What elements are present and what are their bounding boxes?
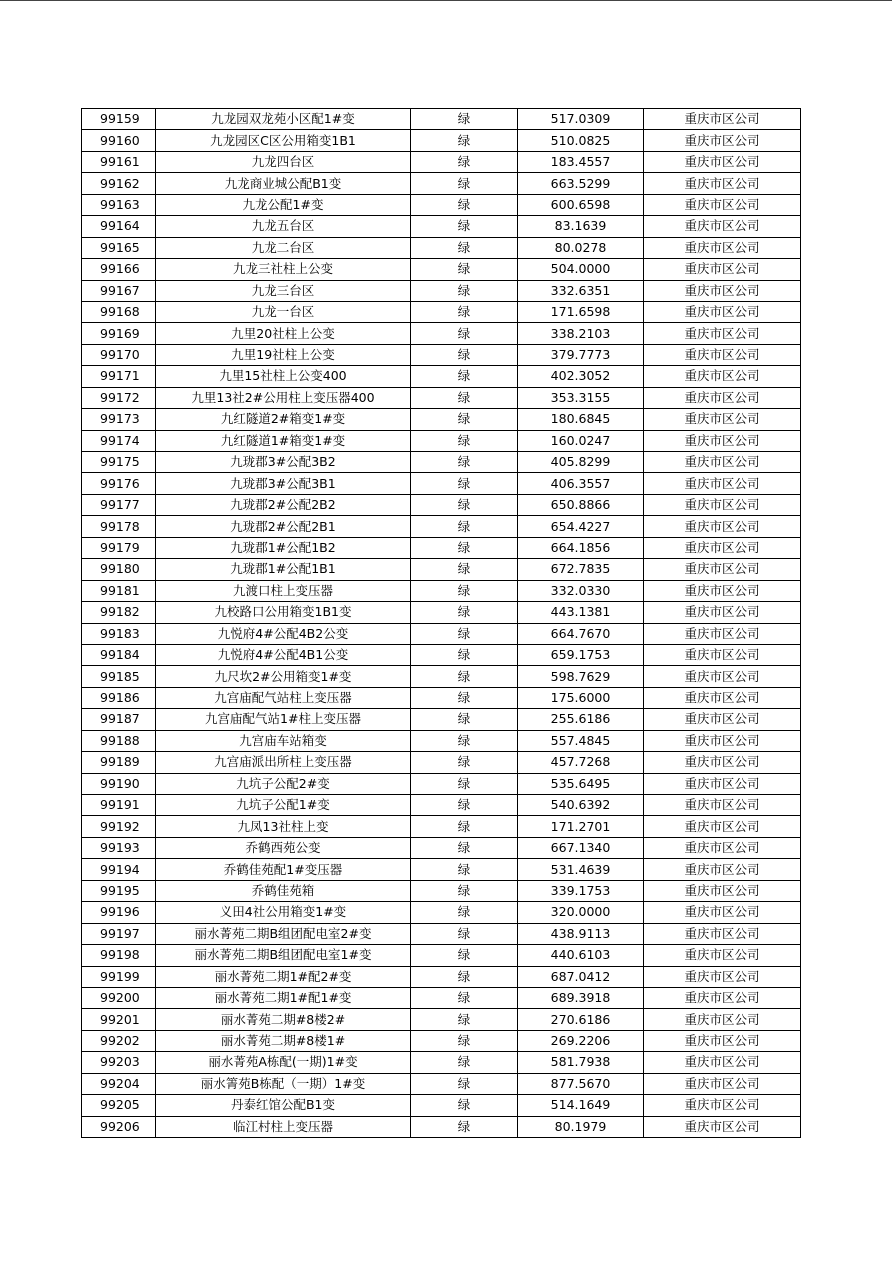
row-color-cell: 绿 (411, 816, 518, 837)
row-color-cell: 绿 (411, 473, 518, 494)
row-name-cell: 九龙五台区 (156, 216, 411, 237)
row-value-cell: 650.8866 (518, 494, 644, 515)
row-color-cell: 绿 (411, 902, 518, 923)
row-name-cell: 九渡口柱上变压器 (156, 580, 411, 601)
row-color-cell: 绿 (411, 1009, 518, 1030)
row-id-cell: 99179 (82, 537, 156, 558)
row-color-cell: 绿 (411, 945, 518, 966)
row-color-cell: 绿 (411, 173, 518, 194)
table-row (82, 430, 801, 451)
row-id-cell: 99196 (82, 902, 156, 923)
table-row (82, 666, 801, 687)
row-value-cell: 338.2103 (518, 323, 644, 344)
table-row (82, 795, 801, 816)
row-color-cell: 绿 (411, 666, 518, 687)
row-id-cell: 99175 (82, 452, 156, 473)
row-value-cell: 581.7938 (518, 1052, 644, 1073)
table-row (82, 1073, 801, 1094)
row-color-cell: 绿 (411, 366, 518, 387)
row-color-cell: 绿 (411, 644, 518, 665)
row-value-cell: 504.0000 (518, 259, 644, 280)
row-color-cell: 绿 (411, 452, 518, 473)
row-value-cell: 353.3155 (518, 387, 644, 408)
row-org-cell: 重庆市区公司 (644, 1052, 801, 1073)
row-value-cell: 180.6845 (518, 409, 644, 430)
table-row (82, 559, 801, 580)
row-id-cell: 99199 (82, 966, 156, 987)
row-name-cell: 九里19社柱上公变 (156, 344, 411, 365)
row-color-cell: 绿 (411, 987, 518, 1008)
row-color-cell: 绿 (411, 237, 518, 258)
table-row (82, 301, 801, 322)
row-name-cell: 九龙商业城公配B1变 (156, 173, 411, 194)
row-color-cell: 绿 (411, 687, 518, 708)
row-color-cell: 绿 (411, 773, 518, 794)
row-name-cell: 乔鹤佳苑箱 (156, 880, 411, 901)
table-row (82, 752, 801, 773)
row-id-cell: 99167 (82, 280, 156, 301)
data-table (81, 108, 801, 1138)
row-color-cell: 绿 (411, 151, 518, 172)
row-name-cell: 九红隧道2#箱变1#变 (156, 409, 411, 430)
row-id-cell: 99168 (82, 301, 156, 322)
row-value-cell: 687.0412 (518, 966, 644, 987)
row-id-cell: 99191 (82, 795, 156, 816)
row-name-cell: 九珑郡2#公配2B1 (156, 516, 411, 537)
row-color-cell: 绿 (411, 559, 518, 580)
row-color-cell: 绿 (411, 537, 518, 558)
row-id-cell: 99186 (82, 687, 156, 708)
row-name-cell: 丽水箐苑B栋配（一期）1#变 (156, 1073, 411, 1094)
row-id-cell: 99166 (82, 259, 156, 280)
row-name-cell: 九里13社2#公用柱上变压器400 (156, 387, 411, 408)
row-org-cell: 重庆市区公司 (644, 151, 801, 172)
row-value-cell: 877.5670 (518, 1073, 644, 1094)
table-row (82, 366, 801, 387)
row-org-cell: 重庆市区公司 (644, 344, 801, 365)
row-name-cell: 丽水菁苑二期#8楼2# (156, 1009, 411, 1030)
row-id-cell: 99159 (82, 109, 156, 130)
table-row (82, 216, 801, 237)
row-value-cell: 269.2206 (518, 1030, 644, 1051)
row-name-cell: 丽水菁苑二期1#配1#变 (156, 987, 411, 1008)
table-row (82, 923, 801, 944)
row-color-cell: 绿 (411, 323, 518, 344)
row-org-cell: 重庆市区公司 (644, 602, 801, 623)
row-org-cell: 重庆市区公司 (644, 1073, 801, 1094)
row-value-cell: 183.4557 (518, 151, 644, 172)
row-name-cell: 九坑子公配2#变 (156, 773, 411, 794)
row-value-cell: 332.0330 (518, 580, 644, 601)
row-value-cell: 255.6186 (518, 709, 644, 730)
row-org-cell: 重庆市区公司 (644, 1116, 801, 1137)
row-name-cell: 丽水菁苑二期B组团配电室2#变 (156, 923, 411, 944)
row-color-cell: 绿 (411, 344, 518, 365)
row-value-cell: 600.6598 (518, 194, 644, 215)
table-row (82, 859, 801, 880)
row-value-cell: 171.6598 (518, 301, 644, 322)
row-value-cell: 654.4227 (518, 516, 644, 537)
row-org-cell: 重庆市区公司 (644, 795, 801, 816)
row-color-cell: 绿 (411, 409, 518, 430)
row-org-cell: 重庆市区公司 (644, 216, 801, 237)
row-value-cell: 171.2701 (518, 816, 644, 837)
row-org-cell: 重庆市区公司 (644, 194, 801, 215)
table-row (82, 151, 801, 172)
row-value-cell: 332.6351 (518, 280, 644, 301)
table-row (82, 816, 801, 837)
row-value-cell: 320.0000 (518, 902, 644, 923)
row-color-cell: 绿 (411, 109, 518, 130)
row-name-cell: 九龙园双龙苑小区配1#变 (156, 109, 411, 130)
row-value-cell: 270.6186 (518, 1009, 644, 1030)
table-row (82, 773, 801, 794)
row-id-cell: 99181 (82, 580, 156, 601)
row-org-cell: 重庆市区公司 (644, 902, 801, 923)
row-id-cell: 99187 (82, 709, 156, 730)
row-value-cell: 557.4845 (518, 730, 644, 751)
row-name-cell: 九珑郡3#公配3B1 (156, 473, 411, 494)
row-color-cell: 绿 (411, 602, 518, 623)
row-id-cell: 99164 (82, 216, 156, 237)
row-name-cell: 九里20社柱上公变 (156, 323, 411, 344)
row-value-cell: 672.7835 (518, 559, 644, 580)
row-name-cell: 九宫庙配气站1#柱上变压器 (156, 709, 411, 730)
table-row (82, 537, 801, 558)
row-org-cell: 重庆市区公司 (644, 452, 801, 473)
row-org-cell: 重庆市区公司 (644, 580, 801, 601)
row-org-cell: 重庆市区公司 (644, 666, 801, 687)
row-name-cell: 临江村柱上变压器 (156, 1116, 411, 1137)
row-color-cell: 绿 (411, 516, 518, 537)
row-name-cell: 九珑郡1#公配1B1 (156, 559, 411, 580)
table-row (82, 387, 801, 408)
row-color-cell: 绿 (411, 194, 518, 215)
table-row (82, 516, 801, 537)
row-name-cell: 九里15社柱上公变400 (156, 366, 411, 387)
row-value-cell: 406.3557 (518, 473, 644, 494)
row-color-cell: 绿 (411, 1030, 518, 1051)
row-name-cell: 九校路口公用箱变1B1变 (156, 602, 411, 623)
table-row (82, 687, 801, 708)
row-value-cell: 339.1753 (518, 880, 644, 901)
row-org-cell: 重庆市区公司 (644, 237, 801, 258)
row-name-cell: 九珑郡3#公配3B2 (156, 452, 411, 473)
row-name-cell: 丹泰红馆公配B1变 (156, 1095, 411, 1116)
table-row (82, 194, 801, 215)
row-name-cell: 九龙二台区 (156, 237, 411, 258)
row-color-cell: 绿 (411, 623, 518, 644)
row-org-cell: 重庆市区公司 (644, 259, 801, 280)
row-id-cell: 99176 (82, 473, 156, 494)
row-value-cell: 664.1856 (518, 537, 644, 558)
row-org-cell: 重庆市区公司 (644, 387, 801, 408)
row-color-cell: 绿 (411, 709, 518, 730)
row-value-cell: 514.1649 (518, 1095, 644, 1116)
row-id-cell: 99173 (82, 409, 156, 430)
row-org-cell: 重庆市区公司 (644, 644, 801, 665)
row-name-cell: 九龙三台区 (156, 280, 411, 301)
row-name-cell: 九尺坎2#公用箱变1#变 (156, 666, 411, 687)
row-id-cell: 99172 (82, 387, 156, 408)
row-org-cell: 重庆市区公司 (644, 280, 801, 301)
row-name-cell: 九龙三社柱上公变 (156, 259, 411, 280)
table-row (82, 1052, 801, 1073)
row-id-cell: 99185 (82, 666, 156, 687)
row-org-cell: 重庆市区公司 (644, 130, 801, 151)
row-value-cell: 457.7268 (518, 752, 644, 773)
row-id-cell: 99169 (82, 323, 156, 344)
row-name-cell: 九红隧道1#箱变1#变 (156, 430, 411, 451)
table-row (82, 237, 801, 258)
row-id-cell: 99162 (82, 173, 156, 194)
row-id-cell: 99182 (82, 602, 156, 623)
row-name-cell: 丽水菁苑二期#8楼1# (156, 1030, 411, 1051)
row-name-cell: 九龙一台区 (156, 301, 411, 322)
row-org-cell: 重庆市区公司 (644, 1009, 801, 1030)
row-id-cell: 99183 (82, 623, 156, 644)
row-org-cell: 重庆市区公司 (644, 966, 801, 987)
row-id-cell: 99201 (82, 1009, 156, 1030)
row-id-cell: 99180 (82, 559, 156, 580)
table-row (82, 344, 801, 365)
table-row (82, 1009, 801, 1030)
row-value-cell: 510.0825 (518, 130, 644, 151)
row-id-cell: 99184 (82, 644, 156, 665)
row-color-cell: 绿 (411, 580, 518, 601)
table-row (82, 130, 801, 151)
row-name-cell: 九凤13社柱上变 (156, 816, 411, 837)
table-row (82, 730, 801, 751)
row-name-cell: 乔鹤西苑公变 (156, 837, 411, 858)
row-name-cell: 九龙公配1#变 (156, 194, 411, 215)
row-name-cell: 九宫庙配气站柱上变压器 (156, 687, 411, 708)
row-org-cell: 重庆市区公司 (644, 409, 801, 430)
row-org-cell: 重庆市区公司 (644, 173, 801, 194)
row-id-cell: 99200 (82, 987, 156, 1008)
row-color-cell: 绿 (411, 730, 518, 751)
table-body (82, 109, 801, 1138)
table-row (82, 987, 801, 1008)
row-name-cell: 九龙园区C区公用箱变1B1 (156, 130, 411, 151)
row-name-cell: 九珑郡2#公配2B2 (156, 494, 411, 515)
row-value-cell: 80.1979 (518, 1116, 644, 1137)
row-color-cell: 绿 (411, 752, 518, 773)
row-color-cell: 绿 (411, 795, 518, 816)
row-color-cell: 绿 (411, 1073, 518, 1094)
table-row (82, 966, 801, 987)
row-name-cell: 丽水菁苑A栋配(一期)1#变 (156, 1052, 411, 1073)
row-id-cell: 99202 (82, 1030, 156, 1051)
row-org-cell: 重庆市区公司 (644, 494, 801, 515)
row-id-cell: 99188 (82, 730, 156, 751)
row-org-cell: 重庆市区公司 (644, 109, 801, 130)
table-row (82, 580, 801, 601)
row-org-cell: 重庆市区公司 (644, 366, 801, 387)
row-id-cell: 99163 (82, 194, 156, 215)
table-row (82, 1116, 801, 1137)
row-org-cell: 重庆市区公司 (644, 623, 801, 644)
row-org-cell: 重庆市区公司 (644, 516, 801, 537)
row-org-cell: 重庆市区公司 (644, 816, 801, 837)
row-value-cell: 175.6000 (518, 687, 644, 708)
row-id-cell: 99190 (82, 773, 156, 794)
row-value-cell: 659.1753 (518, 644, 644, 665)
row-value-cell: 402.3052 (518, 366, 644, 387)
row-color-cell: 绿 (411, 301, 518, 322)
row-org-cell: 重庆市区公司 (644, 730, 801, 751)
row-id-cell: 99189 (82, 752, 156, 773)
row-id-cell: 99171 (82, 366, 156, 387)
row-value-cell: 531.4639 (518, 859, 644, 880)
row-name-cell: 丽水菁苑二期B组团配电室1#变 (156, 945, 411, 966)
row-color-cell: 绿 (411, 1052, 518, 1073)
row-value-cell: 379.7773 (518, 344, 644, 365)
row-org-cell: 重庆市区公司 (644, 323, 801, 344)
row-id-cell: 99205 (82, 1095, 156, 1116)
row-name-cell: 九珑郡1#公配1B2 (156, 537, 411, 558)
table-row (82, 880, 801, 901)
row-value-cell: 689.3918 (518, 987, 644, 1008)
row-id-cell: 99170 (82, 344, 156, 365)
row-id-cell: 99195 (82, 880, 156, 901)
row-org-cell: 重庆市区公司 (644, 837, 801, 858)
table-row (82, 452, 801, 473)
table-row (82, 280, 801, 301)
row-org-cell: 重庆市区公司 (644, 773, 801, 794)
row-id-cell: 99192 (82, 816, 156, 837)
table-row (82, 409, 801, 430)
row-id-cell: 99197 (82, 923, 156, 944)
row-color-cell: 绿 (411, 923, 518, 944)
row-color-cell: 绿 (411, 494, 518, 515)
row-name-cell: 九悦府4#公配4B2公变 (156, 623, 411, 644)
row-value-cell: 664.7670 (518, 623, 644, 644)
row-value-cell: 540.6392 (518, 795, 644, 816)
table-row (82, 837, 801, 858)
row-id-cell: 99193 (82, 837, 156, 858)
row-color-cell: 绿 (411, 1095, 518, 1116)
row-org-cell: 重庆市区公司 (644, 1095, 801, 1116)
row-name-cell: 九坑子公配1#变 (156, 795, 411, 816)
row-value-cell: 517.0309 (518, 109, 644, 130)
table-row (82, 1095, 801, 1116)
row-value-cell: 443.1381 (518, 602, 644, 623)
row-org-cell: 重庆市区公司 (644, 473, 801, 494)
row-id-cell: 99198 (82, 945, 156, 966)
row-name-cell: 九宫庙派出所柱上变压器 (156, 752, 411, 773)
row-org-cell: 重庆市区公司 (644, 752, 801, 773)
table-row (82, 473, 801, 494)
table-row (82, 109, 801, 130)
row-value-cell: 535.6495 (518, 773, 644, 794)
row-name-cell: 九龙四台区 (156, 151, 411, 172)
row-color-cell: 绿 (411, 880, 518, 901)
table-row (82, 602, 801, 623)
table-row (82, 945, 801, 966)
row-name-cell: 九宫庙车站箱变 (156, 730, 411, 751)
row-value-cell: 663.5299 (518, 173, 644, 194)
row-color-cell: 绿 (411, 837, 518, 858)
row-color-cell: 绿 (411, 430, 518, 451)
table-row (82, 259, 801, 280)
row-org-cell: 重庆市区公司 (644, 709, 801, 730)
row-name-cell: 九悦府4#公配4B1公变 (156, 644, 411, 665)
row-name-cell: 乔鹤佳苑配1#变压器 (156, 859, 411, 880)
row-color-cell: 绿 (411, 280, 518, 301)
row-org-cell: 重庆市区公司 (644, 687, 801, 708)
row-id-cell: 99178 (82, 516, 156, 537)
row-value-cell: 405.8299 (518, 452, 644, 473)
row-value-cell: 160.0247 (518, 430, 644, 451)
table-row (82, 323, 801, 344)
row-name-cell: 义田4社公用箱变1#变 (156, 902, 411, 923)
row-org-cell: 重庆市区公司 (644, 301, 801, 322)
table-row (82, 173, 801, 194)
row-value-cell: 83.1639 (518, 216, 644, 237)
row-color-cell: 绿 (411, 966, 518, 987)
page-top-border (0, 0, 892, 1)
row-value-cell: 440.6103 (518, 945, 644, 966)
table-row (82, 623, 801, 644)
row-id-cell: 99194 (82, 859, 156, 880)
row-id-cell: 99174 (82, 430, 156, 451)
row-id-cell: 99160 (82, 130, 156, 151)
row-id-cell: 99177 (82, 494, 156, 515)
row-value-cell: 598.7629 (518, 666, 644, 687)
row-value-cell: 438.9113 (518, 923, 644, 944)
row-color-cell: 绿 (411, 859, 518, 880)
row-color-cell: 绿 (411, 216, 518, 237)
row-org-cell: 重庆市区公司 (644, 987, 801, 1008)
row-org-cell: 重庆市区公司 (644, 1030, 801, 1051)
row-org-cell: 重庆市区公司 (644, 945, 801, 966)
table-row (82, 1030, 801, 1051)
row-org-cell: 重庆市区公司 (644, 880, 801, 901)
row-name-cell: 丽水菁苑二期1#配2#变 (156, 966, 411, 987)
row-color-cell: 绿 (411, 130, 518, 151)
row-id-cell: 99165 (82, 237, 156, 258)
table-row (82, 902, 801, 923)
row-id-cell: 99203 (82, 1052, 156, 1073)
row-org-cell: 重庆市区公司 (644, 559, 801, 580)
row-id-cell: 99161 (82, 151, 156, 172)
row-org-cell: 重庆市区公司 (644, 537, 801, 558)
row-org-cell: 重庆市区公司 (644, 923, 801, 944)
row-org-cell: 重庆市区公司 (644, 430, 801, 451)
row-color-cell: 绿 (411, 259, 518, 280)
row-value-cell: 667.1340 (518, 837, 644, 858)
row-id-cell: 99206 (82, 1116, 156, 1137)
row-color-cell: 绿 (411, 387, 518, 408)
row-id-cell: 99204 (82, 1073, 156, 1094)
table-row (82, 494, 801, 515)
row-org-cell: 重庆市区公司 (644, 859, 801, 880)
table-row (82, 644, 801, 665)
table-row (82, 709, 801, 730)
row-value-cell: 80.0278 (518, 237, 644, 258)
row-color-cell: 绿 (411, 1116, 518, 1137)
